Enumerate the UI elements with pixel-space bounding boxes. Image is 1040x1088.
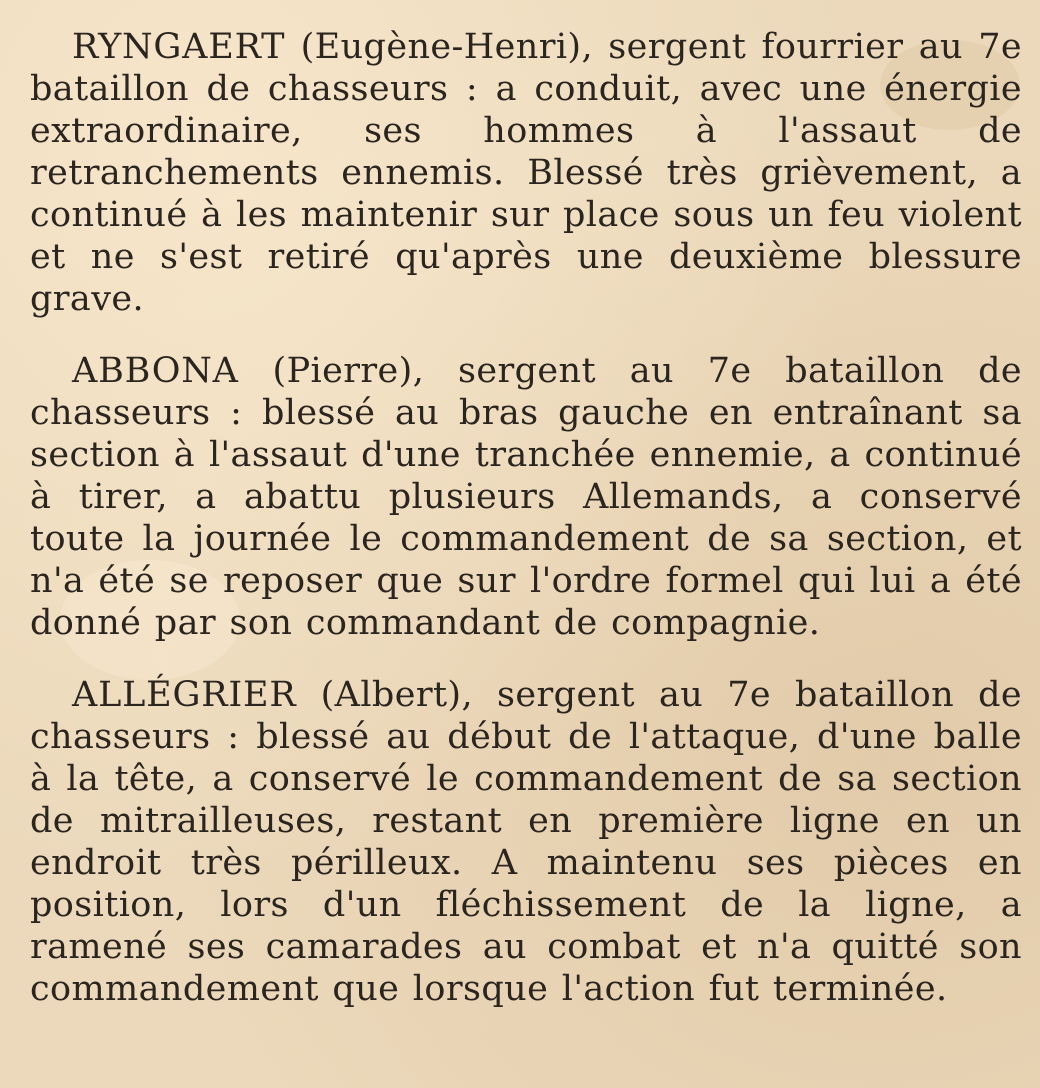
citation-paragraph <box>30 350 1022 644</box>
citation-text: (Eugène-Henri), sergent fourrier au 7e bataillon de chasseurs : a conduit, avec une énergie extraordinaire, ses hommes à l'assaut de retranchements ennemis. Blessé très grièvement, a continué à les maintenir sur place sous un feu violent et ne s'est retiré qu'après une deuxième blessure grave. <box>30 27 1022 319</box>
citation-name: RYNGAERT <box>72 27 286 67</box>
citation-text: (Pierre), sergent au 7e bataillon de chasseurs : blessé au bras gauche en entraînant sa section à l'assaut d'une tranchée ennemie, a continué à tirer, a abattu plusieurs Allemands, a conservé toute la journée le commandement de sa section, et n'a été se reposer que sur l'ordre formel qui lui a été donné par son commandant de compagnie. <box>30 351 1022 643</box>
citation-paragraph <box>30 26 1022 320</box>
citation-text: (Albert), sergent au 7e bataillon de chasseurs : blessé au début de l'attaque, d'une balle à la tête, a conservé le commandement de sa section de mitrailleuses, restant en première ligne en un endroit très périlleux. A maintenu ses pièces en position, lors d'un fléchissement de la ligne, a ramené ses camarades au combat et n'a quitté son commandement que lorsque l'action fut terminée. <box>30 675 1022 1009</box>
document-body <box>30 26 1022 1010</box>
citation-name: ALLÉGRIER <box>72 675 297 715</box>
citation-name: ABBONA <box>72 351 239 391</box>
citation-paragraph <box>30 674 1022 1010</box>
